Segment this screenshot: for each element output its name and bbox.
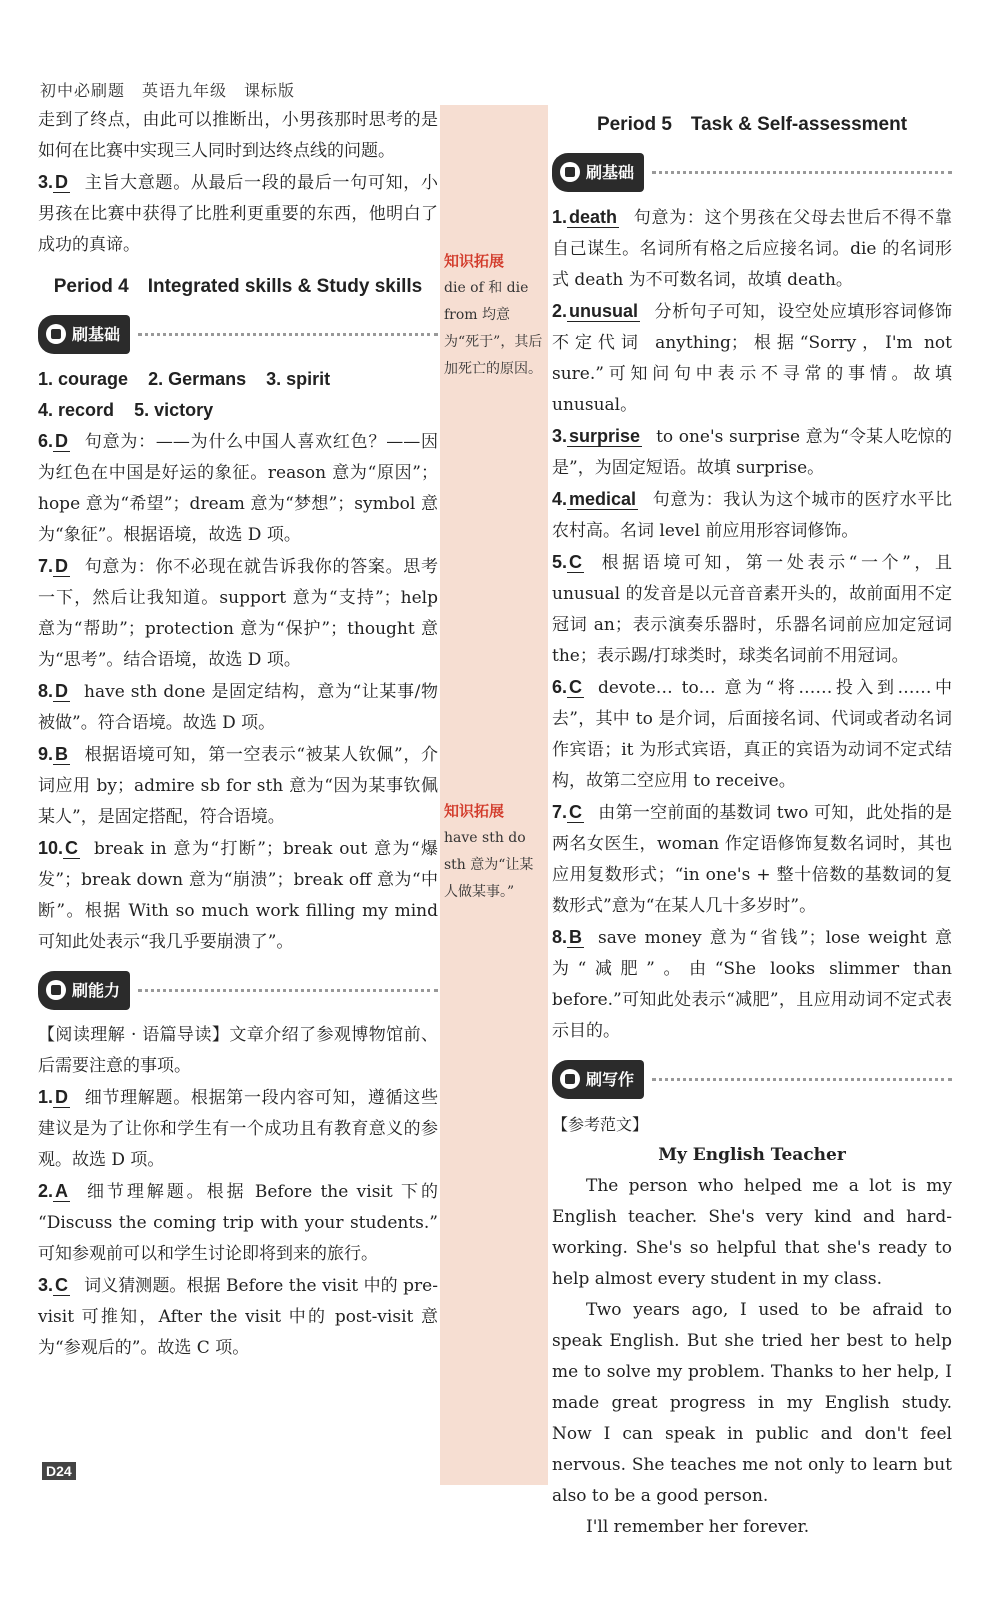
answer-1: 1. courage bbox=[38, 369, 129, 389]
item-answer: B bbox=[569, 927, 583, 947]
item-answer: D bbox=[55, 681, 69, 701]
note-title: 知识拓展 bbox=[444, 252, 505, 270]
essay-paragraph: I'll remember her forever. bbox=[586, 1517, 810, 1537]
item-explanation: 根据语境可知，第一处表示“一个”，且 unusual 的发音是以元音音素开头的，故前面用不定冠词 an；表示演奏乐器时，乐器名词前应加定冠词 the；表示踢/打球类时，球类名词前不用冠词。 bbox=[552, 553, 952, 666]
item-number: 5. bbox=[552, 552, 568, 572]
item-explanation: 词义猜测题。根据 Before the visit 中的 pre-visit 可推知，After the visit 中的 post-visit 意为“参观后的”。故选 C 项。 bbox=[38, 1276, 438, 1358]
section-badge bbox=[552, 1060, 644, 1099]
answer-item bbox=[38, 1270, 438, 1364]
item-answer: C bbox=[65, 838, 79, 858]
item-answer: A bbox=[55, 1181, 69, 1201]
section-basic-left bbox=[38, 316, 438, 352]
item-explanation: 句意为：我认为这个城市的医疗水平比农村高。名词 level 前应用形容词修饰。 bbox=[552, 490, 952, 541]
section-badge bbox=[38, 971, 130, 1010]
item-number: 8. bbox=[552, 927, 568, 947]
item-number: 7. bbox=[38, 556, 54, 576]
item-number: 10. bbox=[38, 838, 64, 858]
item-number: 7. bbox=[552, 802, 568, 822]
item-number: 3. bbox=[552, 426, 568, 446]
item-number: 6. bbox=[38, 431, 54, 451]
answer-item bbox=[552, 484, 952, 547]
item-number: 4. bbox=[552, 489, 568, 509]
book-icon bbox=[46, 980, 66, 1000]
item-explanation: 句意为：——为什么中国人喜欢红色？——因为红色在中国是好运的象征。reason 意为“原因”；hope 意为“希望”；dream 意为“梦想”；symbol 意为“象征”。根据语境，故选 D 项。 bbox=[38, 432, 438, 545]
knowledge-note-1 bbox=[444, 248, 544, 383]
answer-3: 3. spirit bbox=[266, 369, 331, 389]
badge-label: 刷能力 bbox=[72, 980, 121, 1000]
item-answer: unusual bbox=[569, 301, 639, 321]
item-number: 8. bbox=[38, 681, 54, 701]
answer-item bbox=[552, 797, 952, 922]
item-number: 2. bbox=[38, 1181, 54, 1201]
page-number: D24 bbox=[42, 1462, 76, 1480]
left-column bbox=[38, 105, 438, 1364]
item-explanation: 主旨大意题。从最后一段的最后一句可知，小男孩在比赛中获得了比胜利更重要的东西，他明白了成功的真谛。 bbox=[38, 173, 438, 255]
badge-label: 刷基础 bbox=[72, 324, 121, 344]
note-text: have sth do sth 意为“让某人做某事。” bbox=[444, 830, 534, 900]
note-text: die of 和 die from 均意为“死于”，其后加死亡的原因。 bbox=[444, 280, 543, 377]
essay-title: My English Teacher bbox=[658, 1145, 846, 1165]
book-icon bbox=[560, 162, 580, 182]
item-answer: D bbox=[55, 556, 69, 576]
pen-icon bbox=[560, 1069, 580, 1089]
answer-item bbox=[38, 167, 438, 261]
answer-item bbox=[38, 833, 438, 958]
item-answer: D bbox=[55, 431, 69, 451]
item-number: 3. bbox=[38, 1275, 54, 1295]
book-header: 初中必刷题 英语九年级 课标版 bbox=[40, 81, 296, 100]
item-explanation: 句意为：你不必现在就告诉我你的答案。思考一下，然后让我知道。support 意为“支持”；help 意为“帮助”；protection 意为“保护”；thought 意为“思考”。结合语境，故选 D 项。 bbox=[38, 557, 438, 670]
section-badge bbox=[552, 153, 644, 192]
intro-text: 走到了终点，由此可以推断出，小男孩那时思考的是如何在比赛中实现三人同时到达终点线的问题。 bbox=[38, 110, 438, 161]
section-writing bbox=[552, 1061, 952, 1097]
answer-item bbox=[552, 922, 952, 1047]
item-answer: C bbox=[569, 677, 583, 697]
section-badge bbox=[38, 315, 130, 354]
item-number: 3. bbox=[38, 172, 54, 192]
item-answer: B bbox=[55, 744, 69, 764]
dotted-divider bbox=[138, 333, 438, 336]
answer-item bbox=[552, 547, 952, 672]
answer-item bbox=[38, 739, 438, 833]
section-basic-right bbox=[552, 154, 952, 190]
answer-item bbox=[552, 672, 952, 797]
item-answer: C bbox=[569, 552, 583, 572]
item-explanation: have sth done 是固定结构，意为“让某事/物被做”。符合语境。故选 D 项。 bbox=[38, 682, 438, 733]
item-explanation: 细节理解题。根据 Before the visit 下的 “Discuss the coming trip with your students.” 可知参观前可以和学生讨论即将到来的旅行。 bbox=[38, 1182, 438, 1264]
item-answer: death bbox=[569, 207, 618, 227]
item-explanation: devote… to… 意为“将……投入到……中去”，其中 to 是介词，后面接名词、代词或者动名词作宾语；it 为形式宾语，真正的宾语为动词不定式结构，故第二空应用 to receive。 bbox=[552, 678, 952, 791]
item-answer: D bbox=[55, 172, 69, 192]
item-explanation: 细节理解题。根据第一段内容可知，遵循这些建议是为了让你和学生有一个成功且有教育意义的参观。故选 D 项。 bbox=[38, 1088, 438, 1170]
knowledge-note-2 bbox=[444, 798, 544, 906]
answers-row-1 bbox=[38, 364, 438, 395]
item-explanation: 根据语境可知，第一空表示“被某人钦佩”，介词应用 by；admire sb for sth 意为“因为某事钦佩某人”，是固定搭配，符合语境。 bbox=[38, 745, 438, 827]
item-number: 9. bbox=[38, 744, 54, 764]
answer-item bbox=[38, 551, 438, 676]
badge-label: 刷基础 bbox=[586, 162, 635, 182]
answer-item bbox=[552, 202, 952, 296]
reference-essay-label: 【参考范文】 bbox=[552, 1115, 649, 1134]
answer-item bbox=[38, 1176, 438, 1270]
item-number: 1. bbox=[38, 1087, 54, 1107]
answer-item bbox=[38, 426, 438, 551]
item-explanation: 由第一空前面的基数词 two 可知，此处指的是两名女医生，woman 作定语修饰复数名词时，其也应用复数形式；“in one's + 整十倍数的基数词的复数形式”意为“在某人几十多岁时”。 bbox=[552, 803, 952, 916]
item-explanation: 句意为：这个男孩在父母去世后不得不靠自己谋生。名词所有格之后应接名词。die 的名词形式 death 为不可数名词，故填 death。 bbox=[552, 208, 952, 290]
dotted-divider bbox=[138, 989, 438, 992]
answers-row-2 bbox=[38, 395, 438, 426]
essay-paragraph: The person who helped me a lot is my English teacher. She's very kind and hard-working. She's so helpful that she's ready to help almost every student in my class. bbox=[552, 1176, 952, 1289]
answer-item bbox=[552, 421, 952, 484]
item-answer: surprise bbox=[569, 426, 641, 446]
section-ability bbox=[38, 972, 438, 1008]
book-icon bbox=[46, 324, 66, 344]
item-number: 2. bbox=[552, 301, 568, 321]
reading-intro: 【阅读理解 · 语篇导读】文章介绍了参观博物馆前、后需要注意的事项。 bbox=[38, 1025, 438, 1076]
item-explanation: to one's surprise 意为“令某人吃惊的是”，为固定短语。故填 surprise。 bbox=[552, 427, 952, 478]
item-answer: C bbox=[55, 1275, 69, 1295]
item-explanation: break in 意为“打断”；break out 意为“爆发”；break down 意为“崩溃”；break off 意为“中断”。根据 With so much work filling my mind 可知此处表示“我几乎要崩溃了”。 bbox=[38, 839, 438, 952]
answer-2: 2. Germans bbox=[148, 369, 247, 389]
dotted-divider bbox=[652, 1078, 952, 1081]
essay-paragraph: Two years ago, I used to be afraid to speak English. But she tried her best to help me to solve my problem. Thanks to her help, I made great progress in my English study. Now I can speak in public and don't feel nervous. She teaches me not only to learn but also to be a good person. bbox=[552, 1300, 952, 1506]
answer-item bbox=[552, 296, 952, 421]
period-4-heading: Period 4 Integrated skills & Study skills bbox=[53, 276, 423, 297]
item-answer: D bbox=[55, 1087, 69, 1107]
item-answer: medical bbox=[569, 489, 637, 509]
item-answer: C bbox=[569, 802, 583, 822]
dotted-divider bbox=[652, 171, 952, 174]
answer-item bbox=[38, 1082, 438, 1176]
item-explanation: 分析句子可知，设空处应填形容词修饰不定代词 anything；根据“Sorry，I'm not sure.”可知问句中表示不寻常的事情。故填 unusual。 bbox=[552, 302, 952, 415]
answer-item bbox=[38, 676, 438, 739]
item-number: 1. bbox=[552, 207, 568, 227]
period-5-heading: Period 5 Task & Self-assessment bbox=[596, 114, 908, 135]
item-number: 6. bbox=[552, 677, 568, 697]
item-explanation: save money 意为“省钱”；lose weight 意为“减肥”。由“She looks slimmer than before.”可知此处表示“减肥”，且应用动词不定式表示目的。 bbox=[552, 928, 952, 1041]
answer-4: 4. record bbox=[38, 400, 115, 420]
note-title: 知识拓展 bbox=[444, 802, 505, 820]
answer-5: 5. victory bbox=[134, 400, 214, 420]
right-column bbox=[552, 105, 952, 1543]
badge-label: 刷写作 bbox=[586, 1069, 635, 1089]
